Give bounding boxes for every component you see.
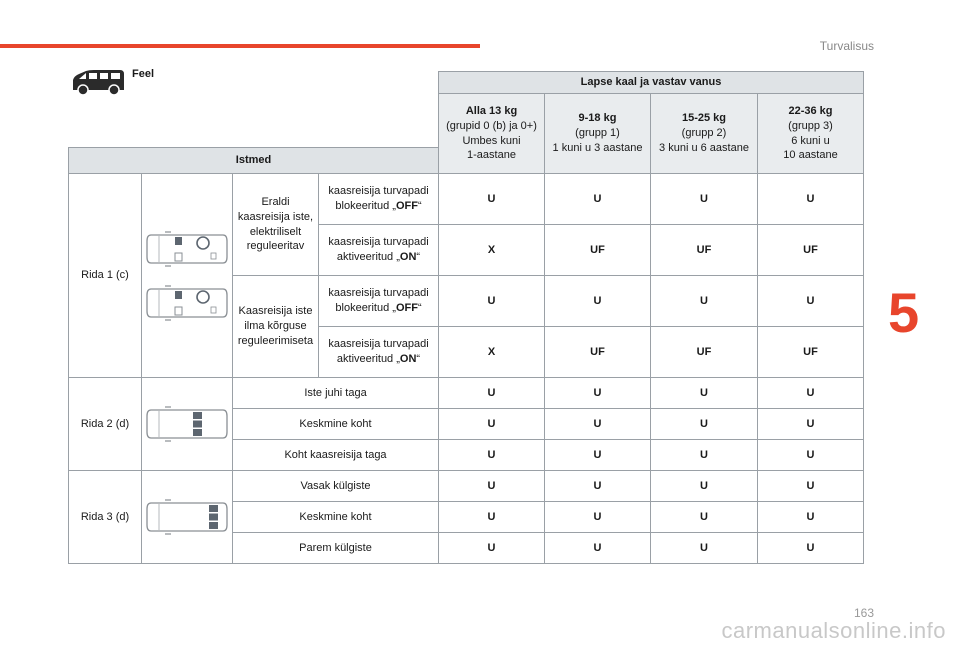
airbag-quote: “ [416, 251, 421, 263]
age-label: (grupp 3) [788, 119, 833, 132]
airbag-text: kaasreisija turvapadi blokeeritud „ [328, 287, 429, 314]
empty-corner [69, 72, 439, 94]
compatibility-value: U [439, 471, 545, 502]
weight-label: 15-25 kg [681, 112, 727, 125]
page-number: 163 [853, 606, 874, 620]
section-title: Turvalisus [819, 39, 874, 53]
row-label: Rida 2 (d) [69, 378, 142, 471]
table-row [69, 471, 864, 502]
row-label: Rida 1 (c) [69, 174, 142, 378]
row1-diagram [142, 174, 233, 378]
compatibility-value: U [651, 276, 758, 327]
weight-column-header [439, 94, 545, 174]
compatibility-value: U [545, 409, 651, 440]
airbag-quote: “ [417, 200, 422, 212]
seat-position: Keskmine koht [233, 409, 439, 440]
compatibility-value: U [651, 378, 758, 409]
car-top-view-icon [145, 497, 229, 537]
airbag-state: ON [399, 251, 417, 263]
compatibility-value: X [439, 327, 545, 378]
empty-corner [69, 94, 439, 148]
row2-diagram [142, 378, 233, 471]
child-seat-table [68, 71, 864, 564]
airbag-status [319, 276, 439, 327]
compatibility-value: UF [758, 327, 864, 378]
airbag-state: OFF [395, 200, 418, 212]
compatibility-value: U [439, 276, 545, 327]
airbag-quote: “ [417, 302, 422, 314]
airbag-status [319, 327, 439, 378]
airbag-state: OFF [395, 302, 418, 314]
compatibility-value: U [545, 471, 651, 502]
compatibility-value: U [651, 533, 758, 564]
age-label: (grupp 1) [575, 127, 620, 140]
age-label: 6 kuni u [791, 134, 830, 147]
compatibility-value: U [651, 502, 758, 533]
weight-column-header [651, 94, 758, 174]
compatibility-value: U [758, 378, 864, 409]
age-label: 1 kuni u 3 aastane [552, 141, 643, 154]
airbag-status [319, 174, 439, 225]
car-top-view-icon [145, 404, 229, 444]
watermark: carmanualsonline.info [721, 618, 946, 643]
seat-position: Koht kaasreisija taga [233, 440, 439, 471]
airbag-text: kaasreisija turvapadi aktiveeritud „ [328, 338, 429, 365]
age-label: 3 kuni u 6 aastane [659, 141, 749, 154]
age-label: Umbes kuni [462, 134, 521, 147]
compatibility-value: U [758, 533, 864, 564]
compatibility-value: U [439, 174, 545, 225]
age-label: 10 aastane [783, 149, 838, 162]
airbag-text: kaasreisija turvapadi aktiveeritud „ [328, 236, 429, 263]
compatibility-value: U [758, 409, 864, 440]
seats-header: Istmed [69, 148, 439, 174]
age-label: (grupid 0 (b) ja 0+) [446, 119, 537, 132]
weight-group-header: Lapse kaal ja vastav vanus [439, 72, 864, 94]
row3-diagram [142, 471, 233, 564]
compatibility-value: U [758, 502, 864, 533]
compatibility-value: UF [545, 327, 651, 378]
compatibility-value: U [651, 409, 758, 440]
compatibility-value: U [651, 471, 758, 502]
compatibility-value: U [439, 409, 545, 440]
age-label: (grupp 2) [681, 127, 727, 140]
compatibility-value: U [439, 440, 545, 471]
compatibility-value: UF [545, 225, 651, 276]
car-top-view-icon [145, 229, 229, 269]
compatibility-value: U [758, 471, 864, 502]
airbag-text: kaasreisija turvapadi blokeeritud „ [328, 185, 429, 212]
accent-bar [0, 44, 480, 48]
table-row [69, 72, 864, 94]
seat-position: Iste juhi taga [233, 378, 439, 409]
compatibility-value: U [545, 440, 651, 471]
weight-label: Alla 13 kg [465, 104, 518, 117]
compatibility-value: U [545, 533, 651, 564]
seat-position: Parem külgiste [233, 533, 439, 564]
row-label: Rida 3 (d) [69, 471, 142, 564]
car-top-view-icon [145, 283, 229, 323]
airbag-state: ON [399, 353, 417, 365]
table-row [69, 378, 864, 409]
compatibility-value: UF [758, 225, 864, 276]
compatibility-value: U [545, 276, 651, 327]
compatibility-value: UF [651, 327, 758, 378]
compatibility-value: U [758, 174, 864, 225]
compatibility-value: UF [651, 225, 758, 276]
chapter-number: 5 [888, 281, 920, 344]
compatibility-value: U [439, 502, 545, 533]
compatibility-value: U [758, 440, 864, 471]
seat-position: Vasak külgiste [233, 471, 439, 502]
weight-label: 22-36 kg [788, 104, 833, 117]
age-label: 1-aastane [467, 149, 516, 162]
seat-type: Eraldi kaasreisija iste, elektriliselt reguleeritav [233, 174, 319, 276]
table-row [69, 94, 864, 148]
weight-column-header [545, 94, 651, 174]
table-row [69, 174, 864, 225]
airbag-quote: “ [416, 353, 421, 365]
compatibility-value: U [439, 533, 545, 564]
compatibility-value: U [651, 174, 758, 225]
model-label: Feel [132, 68, 155, 80]
compatibility-value: U [439, 378, 545, 409]
compatibility-value: U [545, 378, 651, 409]
weight-column-header [758, 94, 864, 174]
compatibility-value: X [439, 225, 545, 276]
compatibility-value: U [758, 276, 864, 327]
compatibility-value: U [651, 440, 758, 471]
compatibility-value: U [545, 174, 651, 225]
airbag-status [319, 225, 439, 276]
compatibility-value: U [545, 502, 651, 533]
seat-type: Kaasreisija iste ilma kõrguse reguleerimiseta [233, 276, 319, 378]
weight-label: 9-18 kg [578, 112, 617, 125]
seat-position: Keskmine koht [233, 502, 439, 533]
